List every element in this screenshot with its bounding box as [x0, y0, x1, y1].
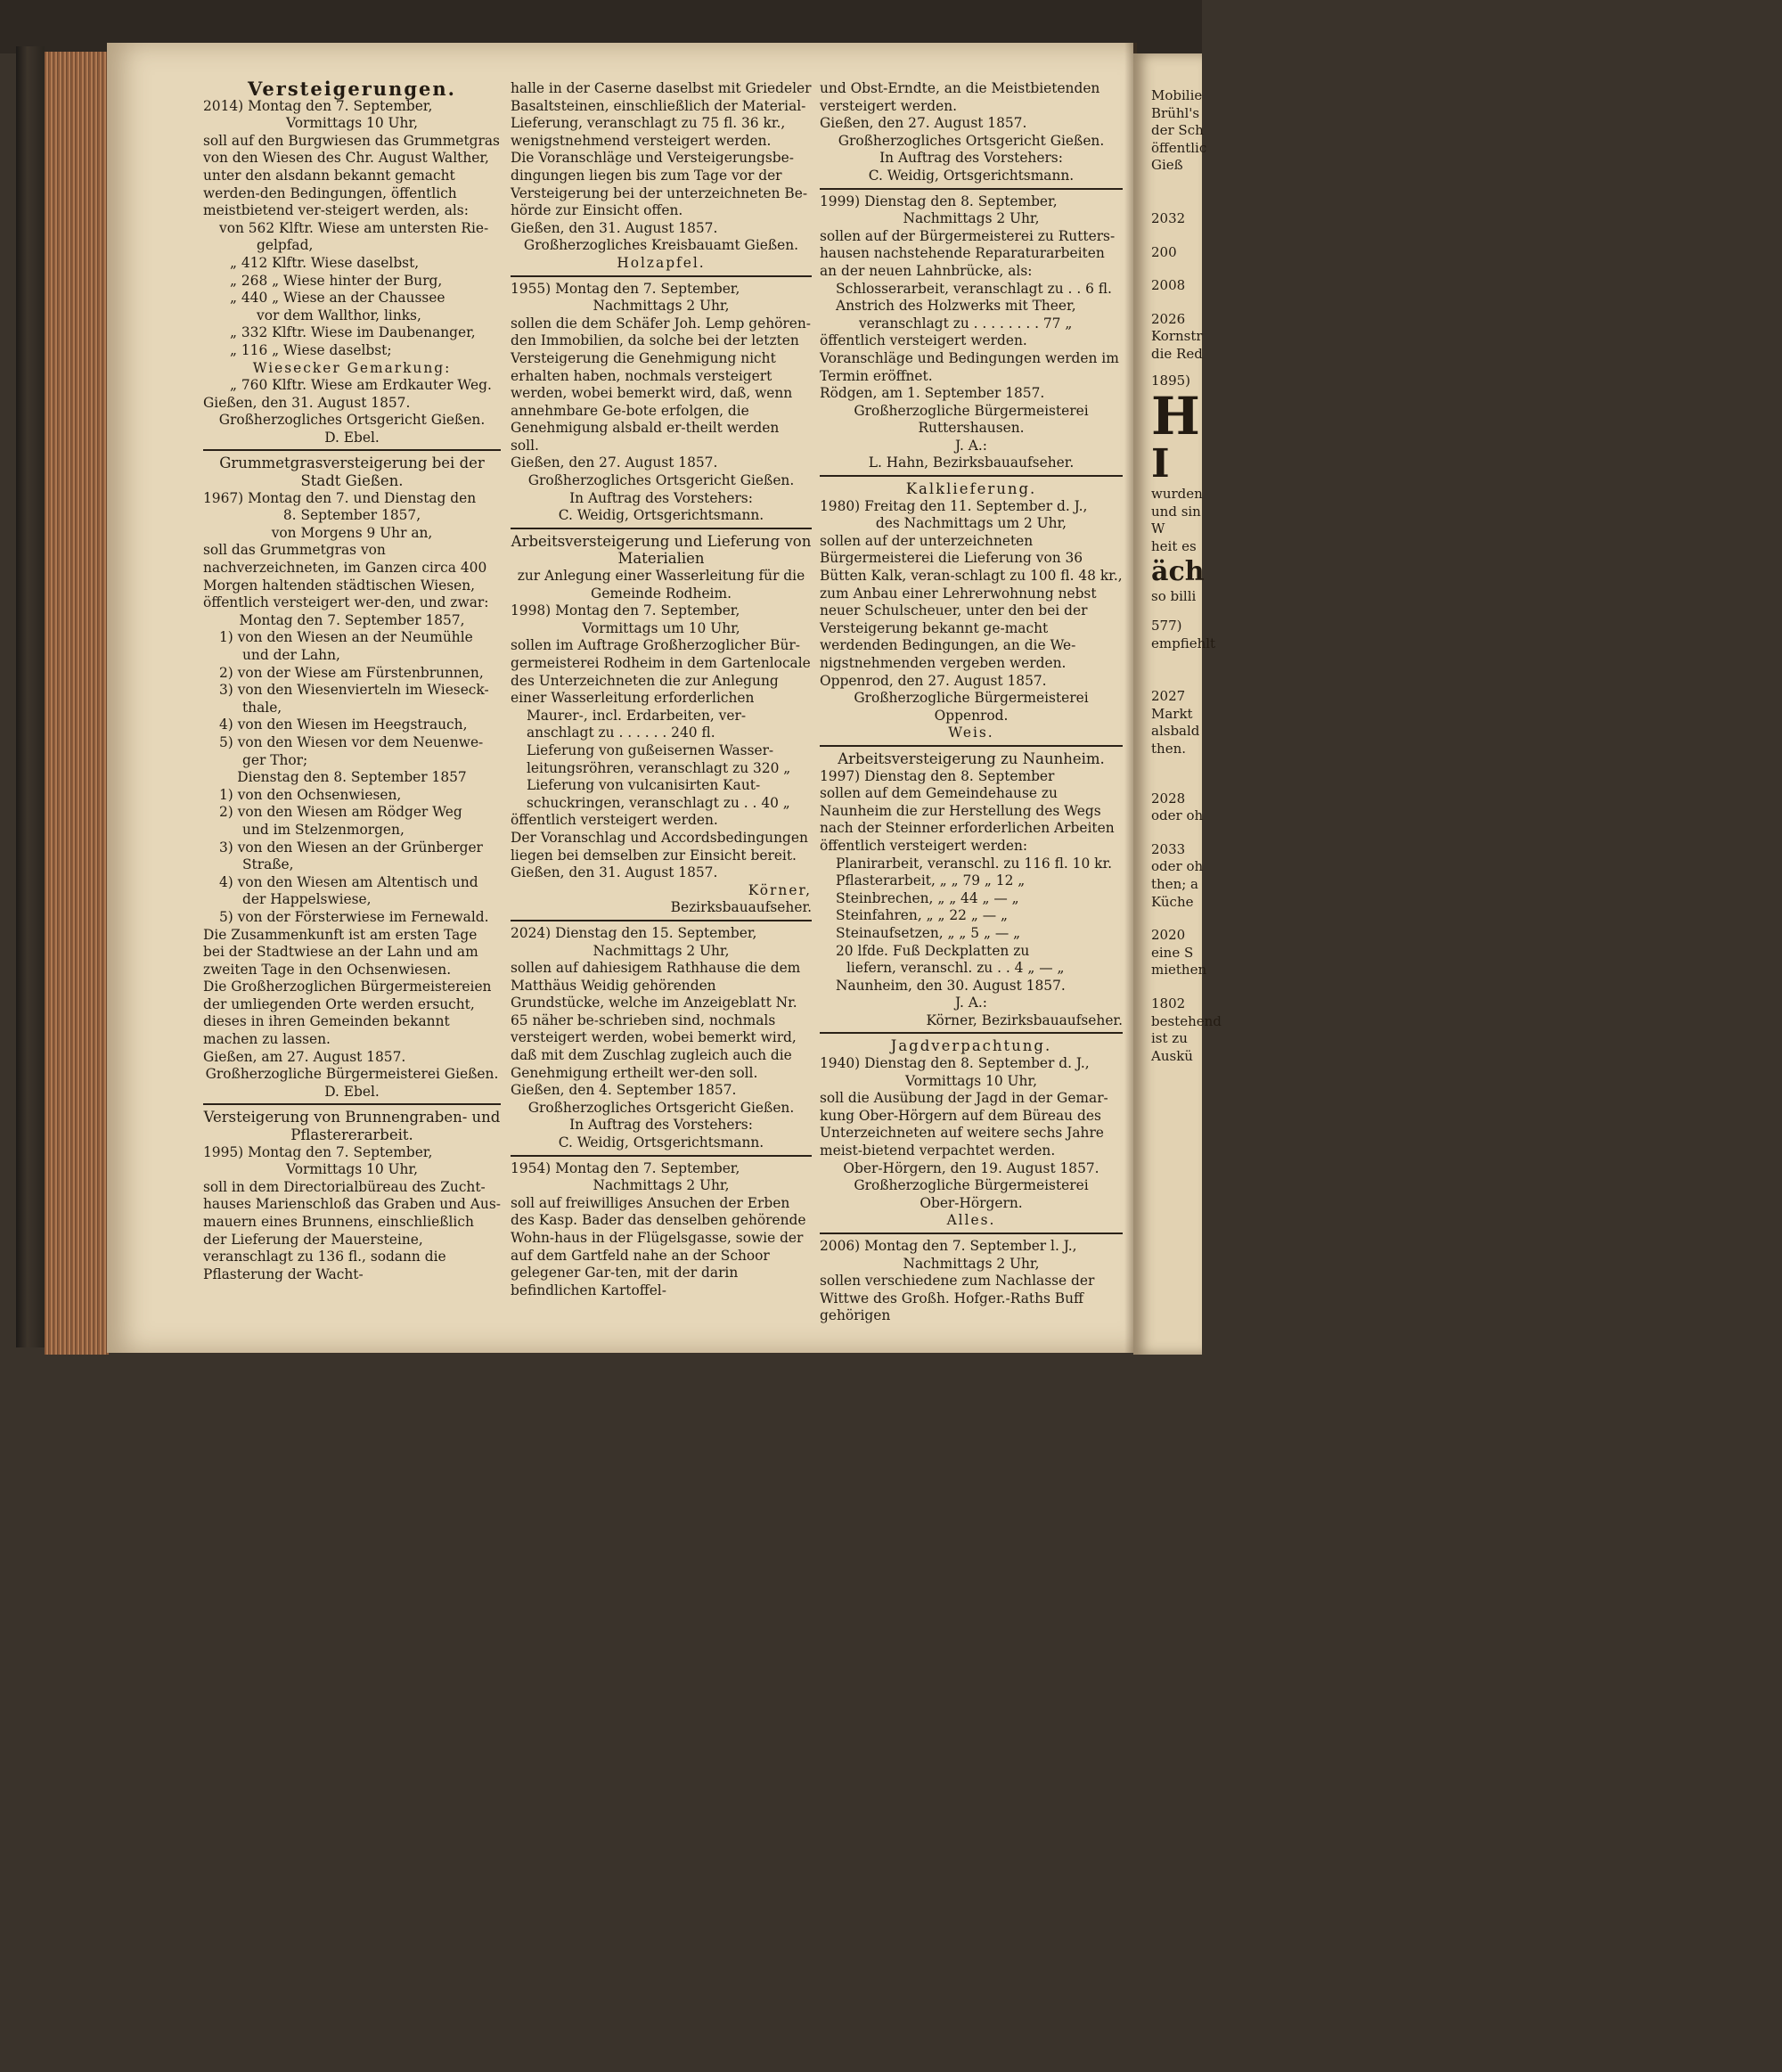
ad-number-line: 1999) Dienstag den 8. September, — [820, 192, 1058, 209]
day-heading: Montag den 7. September 1857, — [239, 611, 465, 628]
ad-title: Versteigerung von Brunnengraben- und Pflastererarbeit. — [203, 1109, 501, 1144]
partial-line: bestehend — [1151, 1012, 1222, 1029]
time-line: Nachmittags 2 Uhr, — [903, 1255, 1040, 1272]
signature-line: Großherzogliches Kreisbauamt Gießen. — [523, 237, 799, 254]
ad-body: sollen auf der Bürgermeisterei zu Rutters-hausen nachstehende Reparaturarbeiten an der neuen Lahnbrücke, als: — [820, 227, 1116, 279]
divider — [820, 475, 1123, 477]
partial-line: 2008 — [1151, 277, 1186, 294]
time-line: Nachmittags 2 Uhr, — [593, 942, 730, 959]
signature-name: Körner, Bezirksbauaufseher. — [926, 1011, 1123, 1028]
ad-body: Voranschläge und Bedingungen werden im Termin eröffnet. — [820, 349, 1119, 384]
partial-line — [1151, 364, 1222, 373]
partial-line: 2020 — [1151, 927, 1186, 944]
ad-number-line: 2006) Montag den 7. September l. J., — [820, 1238, 1077, 1254]
list-line: 1) von den Ochsenwiesen, — [219, 786, 402, 803]
partial-line: 200 — [1151, 243, 1177, 260]
column-4-partial — [1151, 87, 1222, 1065]
partial-line: empfiehlt — [1151, 635, 1216, 651]
ad-number-line: 1998) Montag den 7. September, — [511, 602, 740, 619]
partial-line — [1151, 979, 1222, 995]
list-line: und im Stelzenmorgen, — [242, 821, 405, 838]
list-line: liefern, veranschl. zu . . 4 „ — „ — [846, 960, 1065, 977]
partial-line — [1151, 758, 1222, 790]
signature-line: Großherzogliches Ortsgericht Gießen. — [218, 412, 486, 429]
signature-line: Großherzogliche Bürgermeisterei — [854, 1177, 1089, 1194]
divider — [820, 745, 1123, 747]
partial-line: wurden — [1151, 486, 1203, 503]
signature-name: L. Hahn, Bezirksbauaufseher. — [868, 455, 1075, 471]
ad-number-line: 1955) Montag den 7. September, — [511, 280, 740, 297]
partial-line: und sin — [1151, 503, 1201, 520]
partial-line: Brühl's — [1151, 104, 1200, 121]
list-line: Straße, — [242, 856, 294, 873]
list-line: 1) von den Wiesen an der Neumühle — [219, 629, 473, 646]
list-line: Lieferung von gußeisernen Wasser- — [527, 741, 774, 758]
list-line: schuckringen, veranschlagt zu . . 40 „ — [527, 794, 790, 811]
partial-line: oder oh — [1151, 807, 1204, 824]
ad-body: soll die Ausübung der Jagd in der Gemar-kung Ober-Hörgern auf dem Büreau des Unterzeichneten auf weitere sechs Jahre meist-bietend verpachtet werden. — [820, 1090, 1108, 1159]
ad-title: Arbeitsversteigerung zu Naunheim. — [838, 749, 1105, 767]
date-line: Oppenrod, den 27. August 1857. — [820, 672, 1047, 689]
section-title: Versteigerungen. — [248, 78, 456, 100]
list-line: Lieferung von vulcanisirten Kaut- — [527, 777, 761, 794]
partial-line: heit es — [1151, 537, 1197, 554]
large-initial: I — [1151, 441, 1170, 487]
date-line: Gießen, den 27. August 1857. — [511, 455, 718, 471]
ad-body: öffentlich versteigert werden. — [820, 332, 1027, 349]
list-line: „ 268 „ Wiese hinter der Burg, — [230, 272, 443, 289]
ad-number-line: 1940) Dienstag den 8. September d. J., — [820, 1055, 1090, 1072]
partial-line: Markt — [1151, 705, 1193, 722]
signature-name: C. Weidig, Ortsgerichtsmann. — [558, 1134, 764, 1151]
date-line: Gießen, den 31. August 1857. — [511, 219, 718, 236]
partial-line — [1151, 911, 1222, 927]
partial-line: miethen — [1151, 962, 1207, 979]
signature-line: Großherzogliches Ortsgericht Gießen. — [838, 132, 1105, 149]
list-line: „ 332 Klftr. Wiese im Daubenanger, — [230, 324, 476, 341]
time-line: Nachmittags 2 Uhr, — [593, 1177, 730, 1194]
partial-line: Auskü — [1151, 1047, 1193, 1064]
signature-line: Ober-Hörgern. — [920, 1194, 1023, 1211]
partial-line — [1151, 825, 1222, 841]
list-line: Planirarbeit, veranschl. zu 116 fl. 10 kr. — [836, 855, 1113, 872]
partial-line: 2028 — [1151, 790, 1186, 807]
partial-line — [1151, 652, 1222, 688]
ad-body: sollen im Auftrage Großherzoglicher Bür-germeisterei Rodheim in dem Gartenlocale des Unterzeichneten die zur Anlegung einer Wasserleitung erforderlichen — [511, 637, 811, 707]
partial-line: 2033 — [1151, 840, 1186, 857]
partial-line: Gieß — [1151, 157, 1183, 174]
page-edges — [45, 52, 109, 1355]
list-line: Steinbrechen, „ „ 44 „ — „ — [836, 889, 1019, 906]
signature-name: Weis. — [948, 725, 994, 741]
list-line: anschlagt zu . . . . . . 240 fl. — [527, 725, 715, 741]
date-line: Gießen, den 31. August 1857. — [203, 394, 411, 411]
list-line: ger Thor; — [242, 751, 308, 768]
date-line: Gießen, den 4. September 1857. — [511, 1082, 737, 1099]
partial-line: Küche — [1151, 893, 1194, 910]
list-line: 2) von der Wiese am Fürstenbrunnen, — [219, 664, 484, 681]
ad-body: soll in dem Directorialbüreau des Zucht-hauses Marienschloß das Graben und Aus-mauern eines Brunnens, einschließlich der Lieferung der Mauersteine, veranschlagt zu 136 fl., sodann die Pflasterung der Wacht- — [203, 1178, 501, 1282]
large-letter: äch — [1151, 555, 1205, 587]
divider — [203, 449, 501, 451]
ad-title: Kalklieferung. — [905, 480, 1037, 498]
signature-name: C. Weidig, Ortsgerichtsmann. — [558, 507, 764, 524]
list-line: vor dem Wallthor, links, — [257, 307, 421, 323]
ad-body: Die Großherzoglichen Bürgermeistereien der umliegenden Orte werden ersucht, dieses in ihren Gemeinden bekannt machen zu lassen. — [203, 979, 492, 1048]
list-line: Steinfahren, „ „ 22 „ — „ — [836, 907, 1008, 924]
list-line: „ 116 „ Wiese daselbst; — [230, 341, 392, 358]
signature-line: Großherzogliche Bürgermeisterei Oppenrod. — [854, 690, 1089, 724]
ad-body: Die Voranschläge und Versteigerungsbe-dingungen liegen bis zum Tage vor der Versteigerung bei der unterzeichneten Be-hörde zur Einsicht offen. — [511, 150, 808, 219]
partial-line: Mobilie — [1151, 87, 1203, 103]
signature-line: Großherzogliches Ortsgericht Gießen. — [527, 472, 795, 489]
partial-line: 1895) — [1151, 372, 1191, 389]
partial-line: die Red — [1151, 345, 1203, 362]
time-line: Vormittags um 10 Uhr, — [582, 619, 740, 636]
list-line: veranschlagt zu . . . . . . . . 77 „ — [859, 315, 1073, 332]
list-line: „ 412 Klftr. Wiese daselbst, — [230, 254, 420, 271]
ad-number-line: 2024) Dienstag den 15. September, — [511, 924, 757, 941]
ad-body: sollen verschiedene zum Nachlasse der Wittwe des Großh. Hofger.-Raths Buff gehörigen — [820, 1273, 1095, 1324]
list-line: gelpfad, — [257, 237, 314, 254]
date-line: Gießen, den 31. August 1857. — [511, 864, 718, 881]
list-line: Pflasterarbeit, „ „ 79 „ 12 „ — [836, 872, 1026, 889]
signature-line: In Auftrag des Vorstehers: — [879, 150, 1063, 167]
list-line: „ 440 „ Wiese an der Chaussee — [230, 290, 446, 307]
partial-line: Kornstr — [1151, 328, 1203, 345]
divider — [511, 920, 812, 921]
list-line: Maurer-, incl. Erdarbeiten, ver- — [527, 707, 747, 724]
list-line: 3) von den Wiesen an der Grünberger — [219, 839, 483, 856]
signature-name: C. Weidig, Ortsgerichtsmann. — [868, 167, 1075, 184]
partial-line: 2032 — [1151, 209, 1186, 226]
ad-title: Grummetgrasversteigerung bei der Stadt Gießen. — [219, 455, 485, 490]
list-line: von 562 Klftr. Wiese am untersten Rie- — [219, 219, 489, 236]
list-line: 5) von der Försterwiese im Fernewald. — [219, 908, 489, 925]
signature-name: Körner, — [748, 881, 812, 898]
partial-line: so billi — [1151, 587, 1197, 604]
time-line: von Morgens 9 Uhr an, — [271, 524, 433, 541]
list-line: und der Lahn, — [242, 647, 340, 663]
ad-title: Arbeitsversteigerung und Lieferung von Materialien — [511, 532, 812, 568]
signature-name: D. Ebel. — [324, 1083, 380, 1100]
ad-title: Jagdverpachtung. — [890, 1037, 1052, 1055]
ad-number-line: 1997) Dienstag den 8. September — [820, 767, 1055, 784]
list-line: Anstrich des Holzwerks mit Theer, — [836, 298, 1076, 315]
ad-body: sollen auf dem Gemeindehause zu Naunheim die zur Herstellung des Wegs nach der Steinner erforderlichen Arbeiten öffentlich versteigert werden: — [820, 785, 1115, 854]
signature-line: Großherzogliches Ortsgericht Gießen. — [527, 1099, 795, 1116]
partial-line: alsbald — [1151, 723, 1200, 740]
divider — [511, 528, 812, 529]
partial-line — [1151, 261, 1222, 277]
list-line: 3) von den Wiesenvierteln im Wieseck- — [219, 682, 489, 699]
ad-body: sollen auf dahiesigem Rathhause die dem Matthäus Weidig gehörenden Grundstücke, welche im Anzeigeblatt Nr. 65 näher be-schrieben sind, nochmals versteigert werden, wobei bemerkt wird, daß mit dem Zuschlag zugleich auch die Genehmigung ertheilt wer-den soll. — [511, 960, 801, 1081]
ad-body: soll auf freiwilliges Ansuchen der Erben des Kasp. Bader das denselben gehörende Wohn-haus in der Flügelsgasse, sowie der auf dem Gartfeld nahe an der Schoor gelegener Gar-ten, mit der darin befindlichen Kartoffel- — [511, 1194, 806, 1298]
ad-body: soll auf den Burgwiesen das Grummetgras von den Wiesen des Chr. August Walther, unter den alsdann bekannt gemacht werden-den Bedingungen, öffentlich meistbietend ver-steigert werden, als: — [203, 132, 500, 219]
partial-line: 2026 — [1151, 310, 1186, 327]
signature-line: Großherzogliche Bürgermeisterei — [854, 402, 1089, 419]
ad-body: sollen die dem Schäfer Joh. Lemp gehören-den Immobilien, da solche bei der letzten Versteigerung die Genehmigung nicht erhalten haben, nochmals versteigert werden, wobei bemerkt wird, daß, wenn annehmbare Ge-bote erfolgen, die Genehmigung alsbald er-theilt werden soll. — [511, 315, 811, 454]
signature-name: Holzapfel. — [617, 254, 706, 271]
large-initial: H — [1151, 386, 1200, 447]
date-line: Gießen, den 27. August 1857. — [820, 115, 1027, 132]
signature-line: In Auftrag des Vorstehers: — [569, 489, 753, 506]
time-line: Nachmittags 2 Uhr, — [593, 298, 730, 315]
list-line: Schlosserarbeit, veranschlagt zu . . 6 fl. — [836, 280, 1112, 297]
partial-line: öffentlic — [1151, 139, 1207, 156]
date-line: Ober-Hörgern, den 19. August 1857. — [843, 1159, 1099, 1176]
signature-name: D. Ebel. — [324, 429, 380, 446]
large-letter: W — [1151, 520, 1165, 537]
partial-line: then; a — [1151, 876, 1198, 893]
time-line: Vormittags 10 Uhr, — [286, 115, 418, 132]
signature-line: In Auftrag des Vorstehers: — [569, 1117, 753, 1134]
date-line: Rödgen, am 1. September 1857. — [820, 385, 1045, 402]
list-line: 2) von den Wiesen am Rödger Weg — [219, 804, 462, 821]
time-line: Vormittags 10 Uhr, — [286, 1161, 418, 1178]
list-line: 20 lfde. Fuß Deckplatten zu — [836, 942, 1030, 959]
divider — [820, 1032, 1123, 1034]
partial-line — [1151, 295, 1222, 311]
partial-line: 1802 — [1151, 995, 1186, 1011]
ad-body: Der Voranschlag und Accordsbedingungen liegen bei demselben zur Einsicht bereit. — [511, 829, 808, 864]
date-line: Gießen, am 27. August 1857. — [203, 1048, 406, 1065]
divider — [511, 275, 812, 277]
partial-line — [1151, 175, 1222, 210]
date-line: Naunheim, den 30. August 1857. — [836, 977, 1066, 994]
ad-number-line: 1995) Montag den 7. September, — [203, 1143, 433, 1160]
time-line: 8. September 1857, — [282, 507, 421, 524]
partial-line: 2027 — [1151, 688, 1186, 705]
time-line: des Nachmittags um 2 Uhr, — [875, 515, 1067, 532]
partial-line: der Sch — [1151, 122, 1204, 139]
partial-line: then. — [1151, 741, 1186, 758]
divider — [203, 1103, 501, 1105]
list-line: leitungsröhren, veranschlagt zu 320 „ — [527, 759, 791, 776]
ad-body: soll das Grummetgras von nachverzeichneten, im Ganzen circa 400 Morgen haltenden städtischen Wiesen, öffentlich versteigert wer-den, und zwar: — [203, 542, 489, 611]
ad-subtitle: zur Anlegung einer Wasserleitung für die Gemeinde Rodheim. — [517, 568, 805, 602]
column-2 — [511, 80, 812, 1299]
partial-line: ist zu — [1151, 1030, 1188, 1047]
ad-body: sollen auf der unterzeichneten Bürgermeisterei die Lieferung von 36 Bütten Kalk, veran-schlagt zu 100 fl. 48 kr., zum Anbau einer Lehrerwohnung nebst neuer Schulscheuer, unter den bei der Versteigerung bekannt ge-macht werdenden Bedingungen, an die We-nigstnehmenden vergeben werden. — [820, 532, 1123, 671]
ad-body: halle in der Caserne daselbst mit Griedeler Basaltsteinen, einschließlich der Material-Lieferung, veranschlagt zu 75 fl. 36 kr., wenigstnehmend versteigert werden. — [511, 80, 812, 149]
signature-line: Großherzogliche Bürgermeisterei Gießen. — [205, 1066, 499, 1083]
partial-line — [1151, 605, 1222, 618]
signature-line: Bezirksbauaufseher. — [670, 899, 812, 916]
ad-body: Die Zusammenkunft ist am ersten Tage bei der Stadtwiese an der Lahn und am zweiten Tage in den Ochsenwiesen. — [203, 926, 478, 978]
signature-line: J. A.: — [955, 437, 987, 454]
ad-number-line: 1954) Montag den 7. September, — [511, 1159, 740, 1176]
divider — [511, 1155, 812, 1157]
ad-number-line: 1967) Montag den 7. und Dienstag den — [203, 489, 477, 506]
ad-number-line: 1980) Freitag den 11. September d. J., — [820, 497, 1088, 514]
partial-line: 577) — [1151, 618, 1182, 635]
signature-name: Alles. — [946, 1212, 996, 1229]
divider — [820, 188, 1123, 190]
list-line: Steinaufsetzen, „ „ 5 „ — „ — [836, 924, 1021, 941]
column-3 — [820, 80, 1123, 1325]
partial-line — [1151, 228, 1222, 244]
ad-body: und Obst-Erndte, an die Meistbietenden versteigert werden. — [820, 80, 1100, 114]
divider — [820, 1233, 1123, 1234]
book-spine — [16, 46, 45, 1347]
list-line: 4) von den Wiesen im Heegstrauch, — [219, 717, 468, 733]
list-line: der Happelswiese, — [242, 891, 372, 908]
time-line: Nachmittags 2 Uhr, — [903, 210, 1040, 227]
list-line: 5) von den Wiesen vor dem Neuenwe- — [219, 733, 484, 750]
ad-body: öffentlich versteigert werden. — [511, 812, 718, 829]
partial-line: eine S — [1151, 944, 1194, 961]
list-heading: Wiesecker Gemarkung: — [252, 359, 452, 376]
column-1 — [203, 80, 501, 1283]
partial-line: oder oh — [1151, 858, 1204, 875]
list-line: 4) von den Wiesen am Altentisch und — [219, 873, 478, 890]
signature-line: J. A.: — [955, 995, 987, 1011]
day-heading: Dienstag den 8. September 1857 — [237, 769, 467, 786]
ad-number-line: 2014) Montag den 7. September, — [203, 97, 433, 114]
list-line: thale, — [242, 699, 282, 716]
list-line: „ 760 Klftr. Wiese am Erdkauter Weg. — [230, 377, 492, 394]
signature-line: Ruttershausen. — [918, 420, 1025, 437]
time-line: Vormittags 10 Uhr, — [905, 1072, 1037, 1089]
